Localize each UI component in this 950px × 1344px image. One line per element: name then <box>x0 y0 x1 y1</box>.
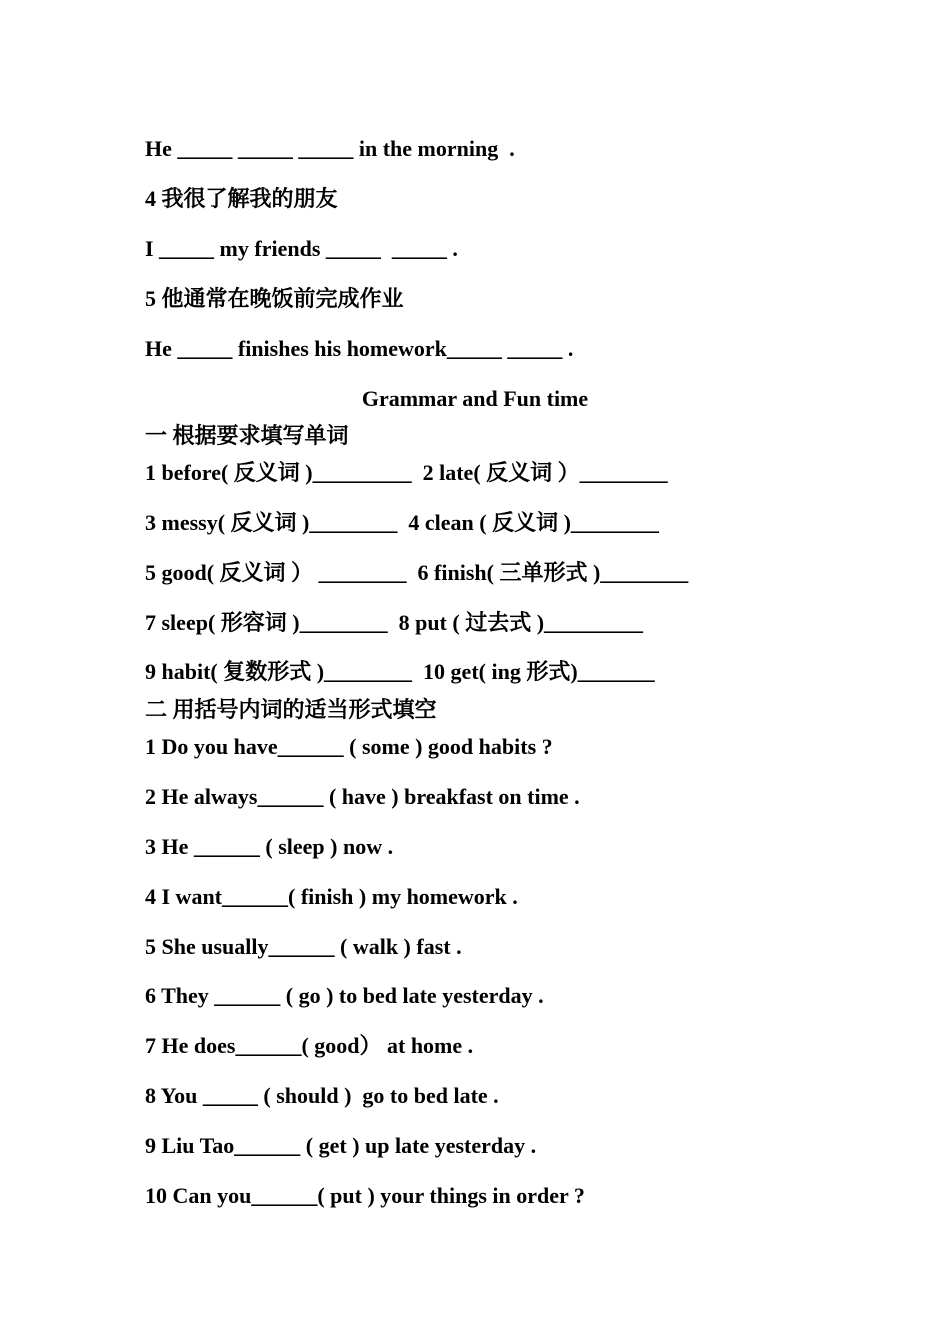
word-form-row-3: 5 good( 反义词 ） ________ 6 finish( 三单形式 )________ <box>145 560 689 585</box>
fill-blank-item-4: 4 I want______( finish ) my homework . <box>145 884 518 909</box>
fill-blank-item-5: 5 She usually______ ( walk ) fast . <box>145 934 462 959</box>
translation-prompt-5: 5 他通常在晚饭前完成作业 <box>145 286 404 311</box>
fill-blank-item-2: 2 He always______ ( have ) breakfast on time . <box>145 784 580 809</box>
part-two-heading: 二 用括号内词的适当形式填空 <box>145 697 437 722</box>
fill-blank-item-9: 9 Liu Tao______ ( get ) up late yesterday . <box>145 1133 537 1158</box>
word-form-row-1: 1 before( 反义词 )_________ 2 late( 反义词 ）________ <box>145 460 668 485</box>
word-form-row-5: 9 habit( 复数形式 )________ 10 get( ing 形式)_______ <box>145 659 655 684</box>
fill-blank-item-8: 8 You _____ ( should ) go to bed late . <box>145 1083 499 1108</box>
translation-answer-line-5: He _____ finishes his homework_____ _____ . <box>145 336 574 361</box>
part-one-heading: 一 根据要求填写单词 <box>145 423 349 448</box>
fill-blank-item-6: 6 They ______ ( go ) to bed late yesterday . <box>145 983 544 1008</box>
fill-blank-item-3: 3 He ______ ( sleep ) now . <box>145 834 394 859</box>
word-form-row-2: 3 messy( 反义词 )________ 4 clean ( 反义词 )________ <box>145 510 659 535</box>
fill-blank-item-10: 10 Can you______( put ) your things in order ? <box>145 1183 585 1208</box>
translation-prompt-4: 4 我很了解我的朋友 <box>145 186 338 211</box>
translation-answer-line-4: I _____ my friends _____ _____ . <box>145 236 458 261</box>
section-heading: Grammar and Fun time <box>361 386 589 411</box>
fill-blank-item-1: 1 Do you have______ ( some ) good habits ? <box>145 734 553 759</box>
translation-answer-line-3: He _____ _____ _____ in the morning . <box>145 136 515 161</box>
fill-blank-item-7: 7 He does______( good） at home . <box>145 1033 474 1058</box>
word-form-row-4: 7 sleep( 形容词 )________ 8 put ( 过去式 )_________ <box>145 610 644 635</box>
